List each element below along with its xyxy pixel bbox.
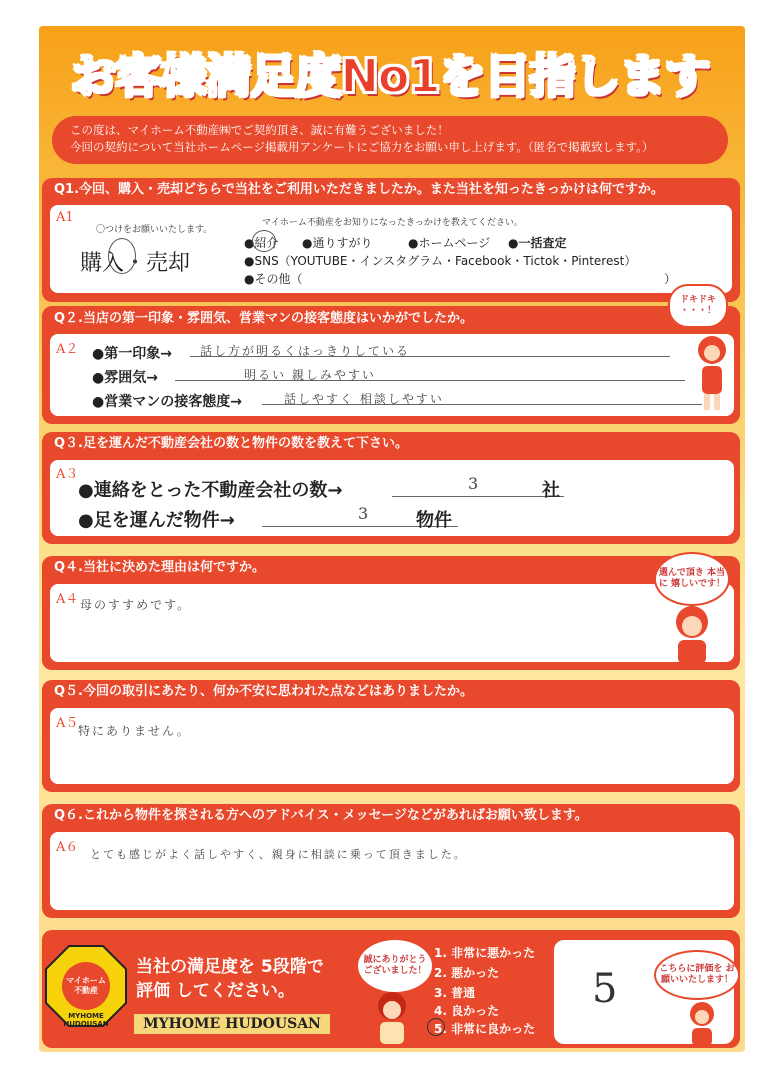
q1-other-close: ） — [664, 272, 677, 286]
q2-speech-bubble: ドキドキ ・・・！ — [668, 284, 728, 328]
q3-agencies-unit: 社 — [542, 480, 560, 501]
q1-answer-label: A1 — [56, 210, 74, 225]
q1-option-referral[interactable]: ●紹介 — [244, 236, 279, 250]
q5-answer-label: A５ — [56, 716, 79, 731]
q1-option-other[interactable]: ●その他（ — [244, 272, 303, 286]
intro-line-1: この度は、マイホーム不動産㈱でご契約頂き、誠に有難うございました！ — [70, 123, 449, 137]
q5-answer-box — [48, 706, 736, 786]
q1-option-passing[interactable]: ●通りすがり — [302, 236, 373, 250]
q4-answer-label: A４ — [56, 592, 79, 607]
rating-option-5-circle-mark — [427, 1018, 445, 1036]
intro-line-2: 今回の契約について当社ホームページ掲載用アンケートにご協力をお願い申し上げます。（匿名で掲載致します。） — [70, 140, 654, 154]
q1-trigger-note: マイホーム不動産をお知りになったきっかけを教えてください。 — [262, 218, 523, 228]
q1-option-bulk-appraisal[interactable]: ●一括査定 — [508, 236, 567, 250]
rating-option-3[interactable]: 3. 普通 — [434, 986, 476, 1000]
q6-answer-box — [48, 830, 736, 912]
q4-answer-box — [48, 582, 736, 664]
q5-question: Q５.今回の取引にあたり、何か不安に思われた点などはありましたか。 — [54, 684, 473, 699]
logo-ring-text-overlay: MYHOME HUDOUSAN — [63, 1012, 109, 1028]
rating-option-5[interactable]: 5. 非常に良かった — [434, 1022, 536, 1036]
q1-circle-note: 〇つけをお願いいたします。 — [96, 225, 213, 235]
q1-option-homepage[interactable]: ●ホームページ — [408, 236, 491, 250]
q3-properties-value[interactable]: 3 — [358, 504, 371, 523]
q2-first-impression-value[interactable]: 話し方が明るくはっきりしている — [200, 344, 411, 358]
q2-staff-attitude-label: ●営業マンの接客態度→ — [92, 394, 242, 410]
q3-properties-unit: 物件 — [416, 510, 452, 531]
q3-line-1 — [392, 496, 564, 497]
q2-atmosphere-value[interactable]: 明るい 親しみやすい — [244, 368, 376, 382]
q3-agencies-value[interactable]: 3 — [468, 474, 481, 493]
character-icon — [364, 990, 420, 1046]
rating-option-4[interactable]: 4. 良かった — [434, 1004, 500, 1018]
q3-question: Q３.足を運んだ不動産会社の数と物件の数を教えて下さい。 — [54, 436, 408, 451]
q1-circle-mark — [108, 238, 136, 274]
q4-speech-bubble: 選んで頂き 本当に 嬉しいです！ — [654, 552, 730, 606]
company-name: MYHOME HUDOUSAN — [134, 1014, 330, 1034]
q2-answer-label: A２ — [56, 342, 79, 357]
q6-question: Q６.これから物件を探される方へのアドバイス・メッセージなどがあればお願い致します。 — [54, 808, 588, 823]
q2-atmosphere-label: ●雰囲気→ — [92, 370, 158, 386]
q4-answer[interactable]: 母のすすめです。 — [80, 598, 192, 612]
q3-answer-label: A３ — [56, 467, 79, 482]
q5-answer[interactable]: 特にありません。 — [78, 724, 191, 738]
character-icon — [664, 604, 720, 666]
q4-question: Q４.当社に決めた理由は何ですか。 — [54, 560, 265, 575]
rating-option-1[interactable]: 1. 非常に悪かった — [434, 946, 536, 960]
q1-choices[interactable]: 購入・売却 — [80, 251, 191, 276]
q1-option-sns[interactable]: ●SNS（YOUTUBE・インスタグラム・Facebook・Tictok・Pinterest） — [244, 254, 637, 268]
rating-option-2[interactable]: 2. 悪かった — [434, 966, 500, 980]
intro-banner — [52, 116, 728, 164]
q2-staff-attitude-value[interactable]: 話しやすく 相談しやすい — [284, 392, 444, 406]
q3-agencies-label: ●連絡をとった不動産会社の数→ — [78, 480, 343, 501]
q6-answer[interactable]: とても感じがよく話しやすく、親身に相談に乗って頂きました。 — [90, 848, 467, 861]
rating-headline-2: 評価 してください。 — [136, 981, 295, 1001]
score-value[interactable]: 5 — [592, 966, 618, 1012]
character-icon — [680, 1000, 724, 1048]
q3-properties-label: ●足を運んだ物件→ — [78, 510, 235, 531]
rating-speech-bubble: 誠にありがとう ございました！ — [356, 938, 434, 994]
q1-question: Q1.今回、購入・売却どちらで当社をご利用いただきましたか。また当社を知ったきっかけは何ですか。 — [54, 182, 664, 197]
rating-headline-1: 当社の満足度を 5段階で — [136, 957, 324, 977]
q2-first-impression-label: ●第一印象→ — [92, 346, 172, 362]
logo-inner-text: マイホーム 不動産 — [66, 976, 106, 995]
q1-referral-circle-mark — [252, 230, 276, 252]
q2-question: Q２.当店の第一印象・雰囲気、営業マンの接客態度はいかがでしたか。 — [54, 311, 473, 326]
score-speech-bubble: こちらに評価を お願いいたします！ — [654, 950, 740, 1000]
character-icon — [692, 334, 732, 414]
page-title: お客様満足度No1を目指します — [70, 49, 710, 103]
q6-answer-label: A６ — [56, 840, 79, 855]
